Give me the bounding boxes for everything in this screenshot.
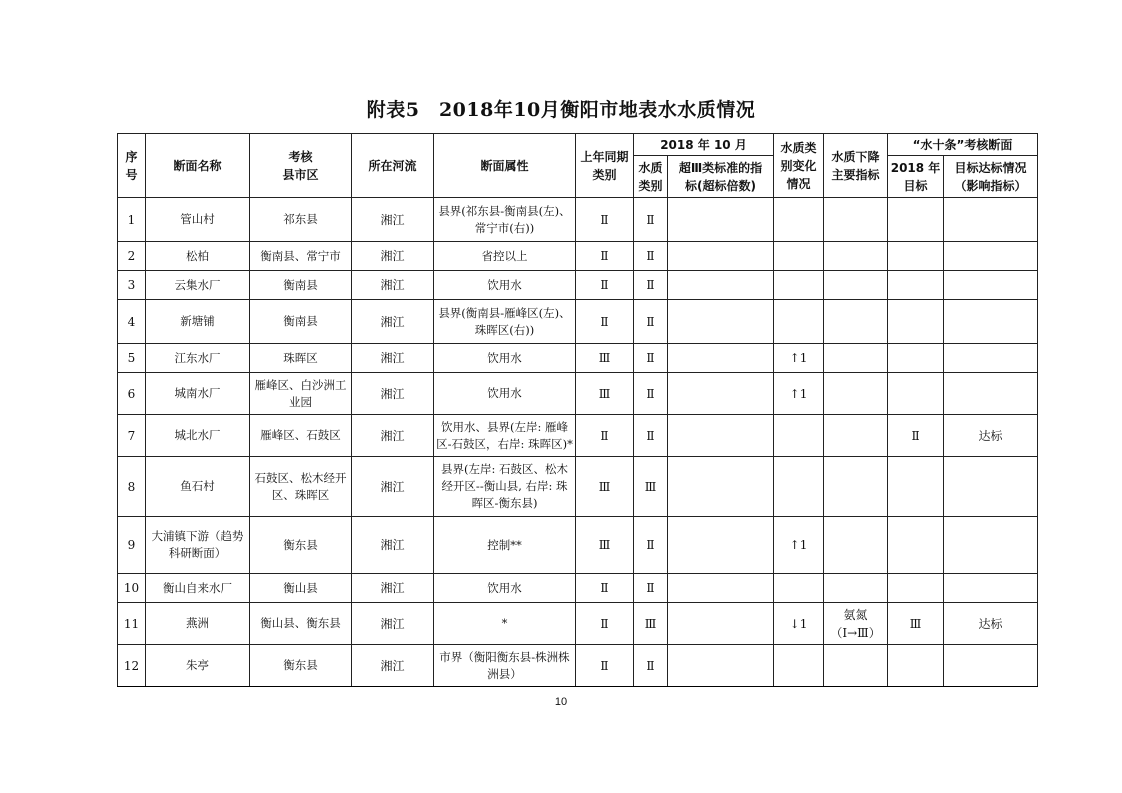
cell-target — [888, 300, 944, 344]
cell-decline — [824, 373, 888, 415]
header-seq — [118, 134, 146, 198]
cell-river: 湘江 — [352, 574, 434, 603]
cell-target — [888, 198, 944, 242]
table-row — [118, 574, 1038, 603]
cell-change: ↑1 — [774, 517, 824, 574]
cell-class: Ⅲ — [634, 603, 668, 645]
table-row — [118, 373, 1038, 415]
cell-county: 珠晖区 — [250, 344, 352, 373]
cell-change — [774, 242, 824, 271]
table-row — [118, 603, 1038, 645]
cell-change: ↑1 — [774, 344, 824, 373]
cell-decline — [824, 271, 888, 300]
cell-name: 鱼石村 — [146, 457, 250, 517]
header-change-text: 水质类 别变化 情况 — [780, 140, 817, 191]
header-river: 所在河流 — [352, 134, 434, 198]
cell-class: Ⅱ — [634, 645, 668, 687]
cell-county: 衡南县 — [250, 300, 352, 344]
cell-exceed — [668, 517, 774, 574]
cell-target — [888, 344, 944, 373]
cell-decline — [824, 344, 888, 373]
cell-class: Ⅱ — [634, 344, 668, 373]
cell-exceed — [668, 344, 774, 373]
cell-name: 新塘铺 — [146, 300, 250, 344]
header-month-group: 2018 年 10 月 — [634, 134, 774, 156]
cell-attr: 饮用水 — [434, 373, 576, 415]
cell-name: 衡山自来水厂 — [146, 574, 250, 603]
cell-exceed — [668, 242, 774, 271]
header-ten-group: “水十条”考核断面 — [888, 134, 1038, 156]
cell-class: Ⅱ — [634, 300, 668, 344]
cell-seq: 4 — [118, 300, 146, 344]
cell-target — [888, 645, 944, 687]
header-change — [774, 134, 824, 198]
cell-attr: 县界(衡南县-雁峰区(左)、珠晖区(右)) — [434, 300, 576, 344]
cell-name: 城北水厂 — [146, 415, 250, 457]
cell-exceed — [668, 415, 774, 457]
cell-change: ↓1 — [774, 603, 824, 645]
cell-exceed — [668, 271, 774, 300]
cell-prev: Ⅲ — [576, 517, 634, 574]
cell-prev: Ⅱ — [576, 242, 634, 271]
header-exceed — [668, 156, 774, 198]
cell-county: 衡南县、常宁市 — [250, 242, 352, 271]
cell-achieve — [944, 457, 1038, 517]
cell-prev: Ⅱ — [576, 300, 634, 344]
table-row — [118, 242, 1038, 271]
cell-target — [888, 271, 944, 300]
header-seq-text: 序 号 — [125, 149, 138, 182]
cell-name: 云集水厂 — [146, 271, 250, 300]
table-row — [118, 271, 1038, 300]
cell-prev: Ⅱ — [576, 645, 634, 687]
cell-river: 湘江 — [352, 344, 434, 373]
document-title: 附表5 2018年10月衡阳市地表水水质情况 — [366, 99, 756, 121]
cell-target — [888, 574, 944, 603]
table-row — [118, 344, 1038, 373]
cell-achieve: 达标 — [944, 603, 1038, 645]
cell-class: Ⅱ — [634, 517, 668, 574]
cell-target: Ⅱ — [888, 415, 944, 457]
cell-change — [774, 574, 824, 603]
cell-prev: Ⅱ — [576, 271, 634, 300]
cell-county: 衡山县、衡东县 — [250, 603, 352, 645]
cell-name: 燕洲 — [146, 603, 250, 645]
cell-river: 湘江 — [352, 300, 434, 344]
cell-exceed — [668, 457, 774, 517]
cell-change — [774, 300, 824, 344]
cell-class: Ⅲ — [634, 457, 668, 517]
cell-county: 衡东县 — [250, 645, 352, 687]
cell-prev: Ⅱ — [576, 603, 634, 645]
cell-river: 湘江 — [352, 242, 434, 271]
cell-river: 湘江 — [352, 517, 434, 574]
header-name: 断面名称 — [146, 134, 250, 198]
cell-river: 湘江 — [352, 373, 434, 415]
header-achieve — [944, 156, 1038, 198]
cell-decline — [824, 415, 888, 457]
cell-seq: 10 — [118, 574, 146, 603]
cell-target — [888, 373, 944, 415]
cell-county: 衡南县 — [250, 271, 352, 300]
cell-class: Ⅱ — [634, 415, 668, 457]
cell-prev: Ⅲ — [576, 344, 634, 373]
cell-county: 石鼓区、松木经开区、珠晖区 — [250, 457, 352, 517]
header-exceed-text: 超Ⅲ类标准的指 标(超标倍数) — [678, 160, 763, 193]
cell-attr: 饮用水 — [434, 344, 576, 373]
header-class-text: 水质 类别 — [638, 160, 663, 193]
cell-seq: 8 — [118, 457, 146, 517]
cell-achieve — [944, 300, 1038, 344]
cell-decline: 氨氮 （Ⅰ→Ⅲ） — [824, 603, 888, 645]
cell-achieve — [944, 198, 1038, 242]
header-decline-text: 水质下降 主要指标 — [831, 149, 880, 182]
cell-seq: 5 — [118, 344, 146, 373]
cell-county: 衡山县 — [250, 574, 352, 603]
cell-decline — [824, 517, 888, 574]
cell-attr: * — [434, 603, 576, 645]
cell-decline — [824, 645, 888, 687]
header-achieve-text: 目标达标情况 （影响指标） — [954, 160, 1027, 193]
table-row — [118, 300, 1038, 344]
cell-change — [774, 415, 824, 457]
cell-achieve — [944, 373, 1038, 415]
cell-prev: Ⅱ — [576, 198, 634, 242]
cell-achieve — [944, 645, 1038, 687]
cell-prev: Ⅲ — [576, 373, 634, 415]
cell-achieve — [944, 271, 1038, 300]
cell-decline — [824, 300, 888, 344]
cell-seq: 6 — [118, 373, 146, 415]
cell-seq: 9 — [118, 517, 146, 574]
cell-name: 大浦镇下游（趋势科研断面） — [146, 517, 250, 574]
cell-river: 湘江 — [352, 198, 434, 242]
header-prev — [576, 134, 634, 198]
header-county — [250, 134, 352, 198]
header-prev-text: 上年同期 类别 — [580, 149, 629, 182]
cell-class: Ⅱ — [634, 198, 668, 242]
table-row — [118, 415, 1038, 457]
cell-attr: 县界(祁东县-衡南县(左)、常宁市(右)) — [434, 198, 576, 242]
cell-attr: 饮用水 — [434, 271, 576, 300]
cell-change — [774, 198, 824, 242]
cell-decline — [824, 242, 888, 271]
cell-exceed — [668, 603, 774, 645]
cell-decline — [824, 198, 888, 242]
page-number: 10 — [554, 696, 568, 708]
cell-class: Ⅱ — [634, 242, 668, 271]
header-decline — [824, 134, 888, 198]
cell-achieve — [944, 517, 1038, 574]
table-row — [118, 517, 1038, 574]
cell-class: Ⅱ — [634, 373, 668, 415]
header-attr: 断面属性 — [434, 134, 576, 198]
cell-county: 雁峰区、石鼓区 — [250, 415, 352, 457]
cell-decline — [824, 457, 888, 517]
cell-achieve: 达标 — [944, 415, 1038, 457]
cell-county: 祁东县 — [250, 198, 352, 242]
cell-attr: 饮用水、县界(左岸: 雁峰区-石鼓区，右岸: 珠晖区)* — [434, 415, 576, 457]
cell-target — [888, 457, 944, 517]
cell-county: 衡东县 — [250, 517, 352, 574]
cell-county: 雁峰区、白沙洲工业园 — [250, 373, 352, 415]
header-target — [888, 156, 944, 198]
cell-decline — [824, 574, 888, 603]
cell-prev: Ⅱ — [576, 574, 634, 603]
cell-prev: Ⅲ — [576, 457, 634, 517]
cell-name: 朱亭 — [146, 645, 250, 687]
cell-change — [774, 271, 824, 300]
cell-name: 管山村 — [146, 198, 250, 242]
table-row — [118, 457, 1038, 517]
water-quality-table — [117, 133, 1038, 687]
cell-achieve — [944, 242, 1038, 271]
cell-seq: 7 — [118, 415, 146, 457]
cell-river: 湘江 — [352, 415, 434, 457]
table-body — [118, 198, 1038, 687]
header-target-text: 2018 年 目标 — [890, 160, 941, 193]
cell-river: 湘江 — [352, 603, 434, 645]
cell-class: Ⅱ — [634, 271, 668, 300]
cell-name: 江东水厂 — [146, 344, 250, 373]
cell-prev: Ⅱ — [576, 415, 634, 457]
cell-river: 湘江 — [352, 645, 434, 687]
cell-attr: 省控以上 — [434, 242, 576, 271]
cell-change: ↑1 — [774, 373, 824, 415]
cell-attr: 县界(左岸: 石鼓区、松木经开区--衡山县, 右岸: 珠晖区-衡东县) — [434, 457, 576, 517]
cell-exceed — [668, 373, 774, 415]
cell-river: 湘江 — [352, 271, 434, 300]
cell-achieve — [944, 344, 1038, 373]
cell-achieve — [944, 574, 1038, 603]
cell-exceed — [668, 300, 774, 344]
cell-seq: 11 — [118, 603, 146, 645]
cell-change — [774, 645, 824, 687]
cell-target: Ⅲ — [888, 603, 944, 645]
table-row — [118, 645, 1038, 687]
cell-target — [888, 517, 944, 574]
cell-class: Ⅱ — [634, 574, 668, 603]
cell-exceed — [668, 198, 774, 242]
cell-seq: 12 — [118, 645, 146, 687]
cell-target — [888, 242, 944, 271]
cell-name: 松柏 — [146, 242, 250, 271]
cell-seq: 1 — [118, 198, 146, 242]
cell-exceed — [668, 574, 774, 603]
table-row — [118, 198, 1038, 242]
cell-river: 湘江 — [352, 457, 434, 517]
cell-attr: 市界（衡阳衡东县-株洲株洲县） — [434, 645, 576, 687]
cell-seq: 3 — [118, 271, 146, 300]
header-county-text: 考核 县市区 — [282, 149, 319, 182]
cell-attr: 控制** — [434, 517, 576, 574]
cell-seq: 2 — [118, 242, 146, 271]
cell-name: 城南水厂 — [146, 373, 250, 415]
header-class — [634, 156, 668, 198]
cell-change — [774, 457, 824, 517]
cell-attr: 饮用水 — [434, 574, 576, 603]
cell-exceed — [668, 645, 774, 687]
